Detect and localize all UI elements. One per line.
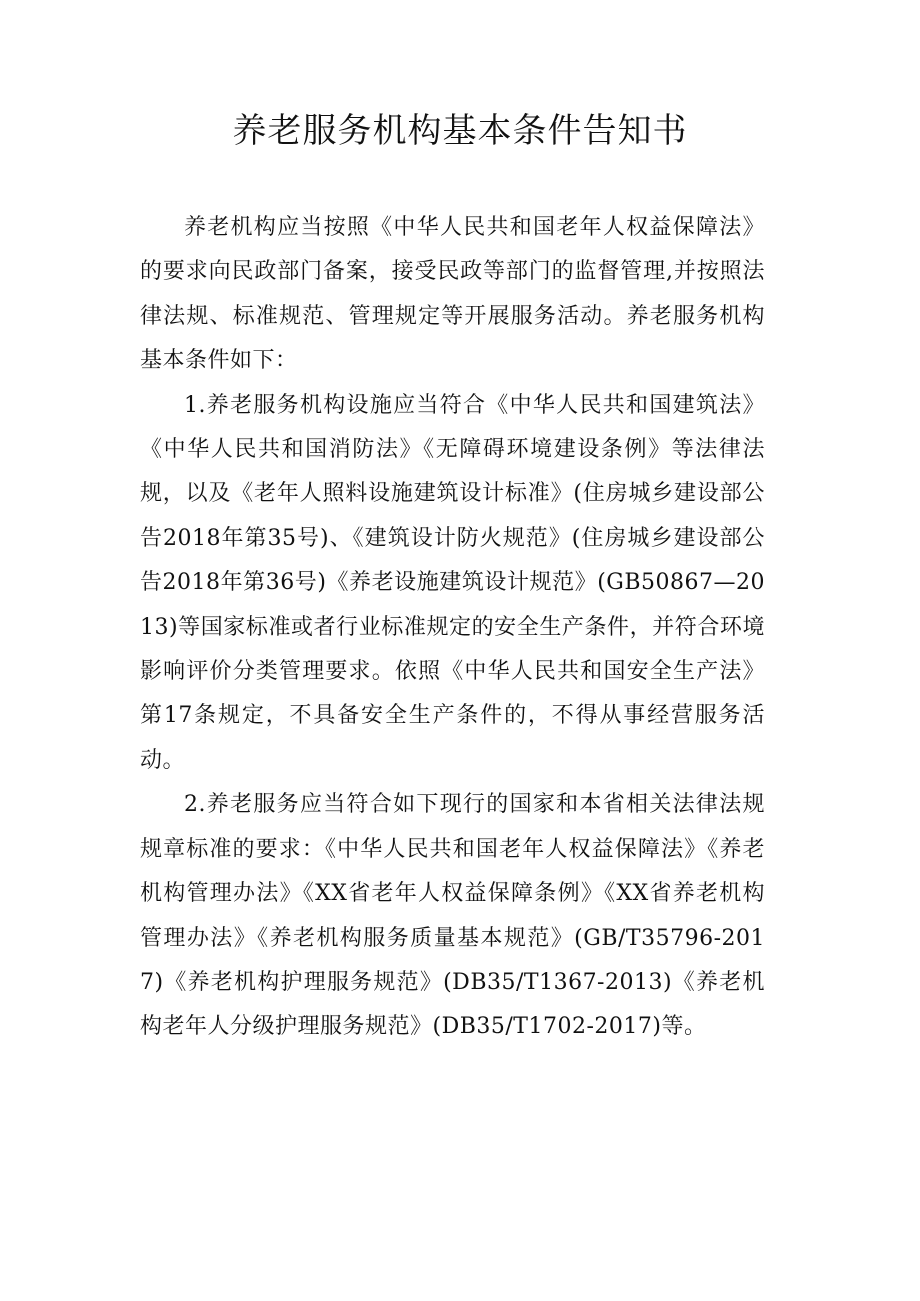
document-title: 养老服务机构基本条件告知书 bbox=[232, 111, 688, 151]
intro-paragraph: 养老机构应当按照《中华人民共和国老年人权益保障法》的要求向民政部门备案，接受民政等部门的监督管理,并按照法律法规、标准规范、管理规定等开展服务活动。养老服务机构基本条件如下： bbox=[140, 215, 765, 374]
item-2-paragraph: 2.养老服务应当符合如下现行的国家和本省相关法律法规规章标准的要求：《中华人民共和国老年人权益保障法》《养老机构管理办法》《XX省老年人权益保障条例》《XX省养老机构管理办法》《养老机构服务质量基本规范》(GB/T35796-2017)《养老机构护理服务规范》(DB35/T1367-2013)《养老机构老年人分级护理服务规范》(DB35/T1702-2017)等。 bbox=[140, 792, 765, 1040]
item-1-paragraph: 1.养老服务机构设施应当符合《中华人民共和国建筑法》《中华人民共和国消防法》《无障碍环境建设条例》等法律法规，以及《老年人照料设施建筑设计标准》(住房城乡建设部公告2018年第35号)、《建筑设计防火规范》(住房城乡建设部公告2018年第36号)《养老设施建筑设计规范》(GB50867—2013)等国家标准或者行业标准规定的安全生产条件，并符合环境影响评价分类管理要求。依照《中华人民共和国安全生产法》第17条规定，不具备安全生产条件的，不得从事经营服务活动。 bbox=[140, 392, 765, 773]
document-body bbox=[140, 206, 765, 1050]
